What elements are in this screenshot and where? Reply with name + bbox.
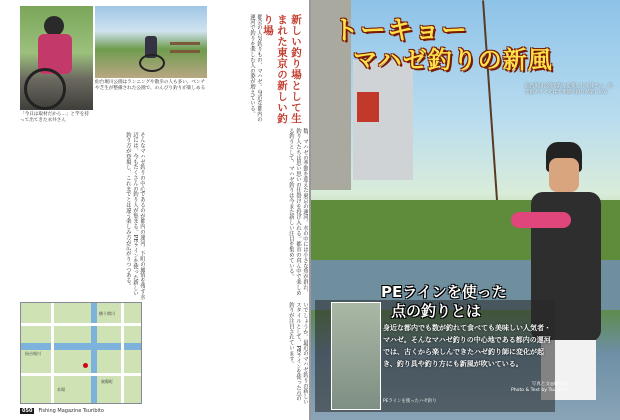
credit-line2: Photo & Text by Tsuribito bbox=[511, 388, 568, 393]
left-page bbox=[0, 0, 309, 420]
lead-title-line2: 点の釣りとは bbox=[391, 302, 482, 320]
map-label-4: 横十間川 bbox=[99, 311, 115, 316]
photo2-caption: 仙台堀川公園はランニングや散歩の人も多い。ベンチや芝生が整備された公園で、のんびり釣りが楽しめる bbox=[95, 80, 206, 92]
credit-line1: 写真と文◎編集部 bbox=[531, 382, 568, 387]
page-footer bbox=[20, 408, 104, 414]
map-label-3: 木場 bbox=[57, 387, 65, 392]
right-page bbox=[311, 0, 620, 420]
body-column-a: 数、マハゼの季節を迎えた東京の運河。水の中には小さな魚が群れ、釣り人たちは思い思いの仕掛けを投げ入れる。都市の真ん中で楽しめる釣りとして、マハゼ釣りは今また新しい注目を集めている。 bbox=[287, 128, 308, 296]
area-map bbox=[20, 302, 142, 404]
headline-line2: マハゼ釣りの新風 bbox=[353, 46, 553, 74]
park-photo bbox=[95, 6, 207, 78]
inset-caption: PEラインを使ったハゼ釣り bbox=[383, 399, 437, 404]
main-photo-caption: 仙台堀川公園で釣りを楽しむ永井さん。住宅街のすぐそばで季節の釣りが楽しめる bbox=[525, 84, 613, 95]
map-label-2: 東陽町 bbox=[101, 379, 113, 384]
photo1-caption: 「今日は取材だから…」と竿を持って出てきた永井さん bbox=[20, 112, 89, 124]
map-label-1: 仙台堀川 bbox=[25, 351, 41, 356]
fishing-rod bbox=[482, 0, 498, 200]
lead-text: 身近な都内でも数が釣れて食べても美味しい人気者・マハゼ。そんなマハゼ釣りの中心地である都内の運河では、古くから楽しんできたハゼ釣り師に変化が起き、釣り具や釣り方にも新風が吹いている。 bbox=[383, 324, 551, 368]
lead-title-line1: PEラインを使った bbox=[381, 283, 507, 301]
body-column-b: そんなマハゼ釣りの中心であるのが都内の運河。下町の風情を残す水辺には、今もたくさんの釣り人が集まる。PEラインを使った新しい釣り方が登場し、これまでとは違う楽しみ方が広がりつつある。 bbox=[124, 132, 145, 300]
fishing-spot-marker bbox=[83, 363, 88, 368]
lead-title bbox=[381, 283, 507, 321]
rig-inset-photo bbox=[331, 302, 381, 410]
body-column-d: いでしょうか。最近のマハゼ釣りの新しいスタイルとして、PEラインを使った点の釣りが注目されています。 bbox=[287, 302, 308, 405]
angler-photo bbox=[20, 6, 93, 110]
headline-line1: トーキョー bbox=[333, 16, 469, 46]
section-subhead: 新しい釣り場として生まれた東京の新しい釣り場 bbox=[262, 14, 302, 124]
magazine-name: Fishing Magazine Tsuribito bbox=[38, 408, 104, 414]
body-column-c: 都会の人気釣りもの、マハゼ。身近な都内の運河で釣りを楽しむ人の姿が増えている。 bbox=[248, 14, 262, 122]
page-number: 050 bbox=[22, 408, 33, 414]
photo-credit bbox=[511, 382, 568, 394]
